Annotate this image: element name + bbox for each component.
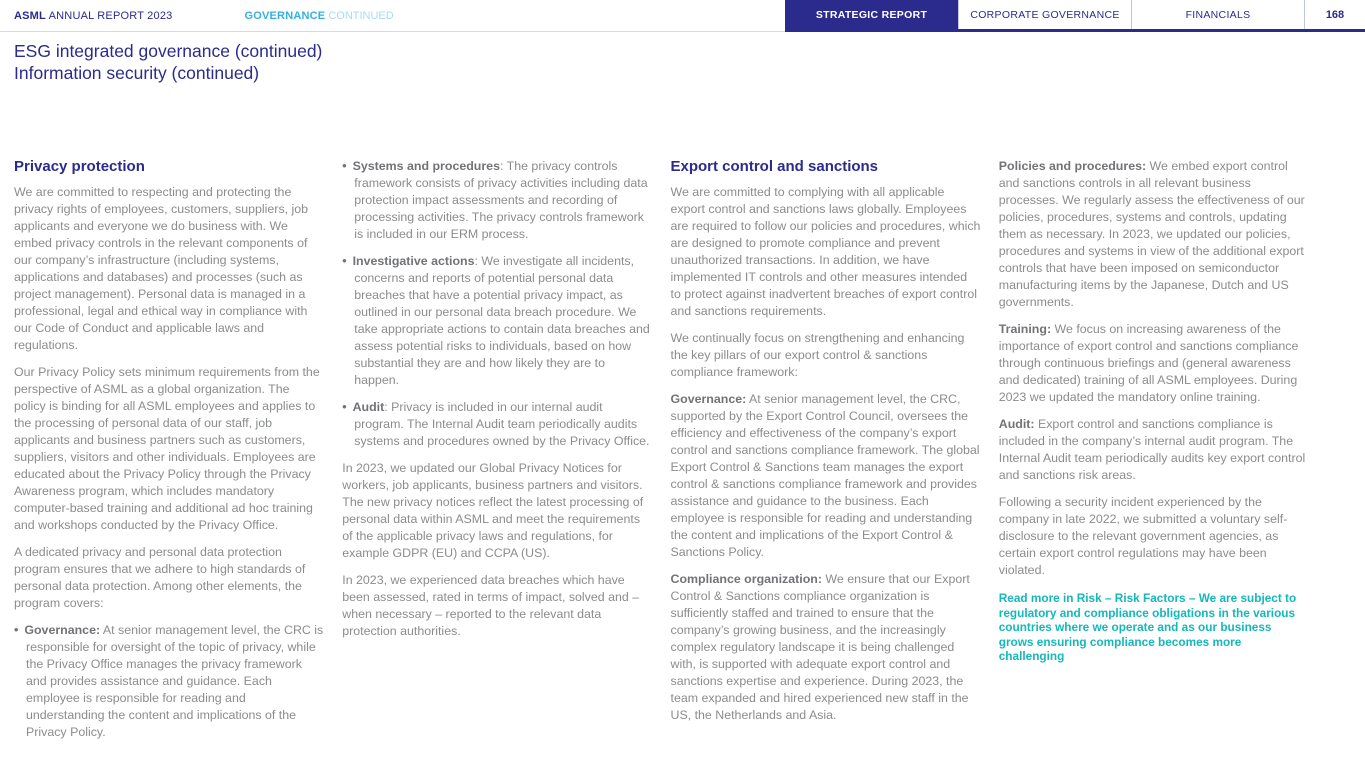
paragraph: Governance: At senior management level, the CRC, supported by the Export Control Council, oversees the efficiency and effectiveness of the company’s export control and sanctions compliance framework. The global Export Control & Sanctions team manages the export control & sanctions compliance framework and provides assistance and guidance to the business. Each employee is responsible for reading and understanding the content and implications of the Export Control & Sanctions Policy. [670, 392, 980, 559]
run-in-label: Governance: [24, 623, 101, 637]
bullet-item: • Systems and procedures: The privacy controls framework consists of privacy activities including data protection impact assessments and recording of processing activities. The privacy controls framework is included in our ERM process. [342, 158, 652, 243]
run-in-label: Audit: [998, 417, 1035, 431]
brand-report-title: ANNUAL REPORT 2023 [45, 9, 173, 22]
paragraph: We are committed to complying with all applicable export control and sanctions laws globally. Employees are required to follow our policies and procedures, which are designed to promote compliance and prevent unauthorized transactions. In addition, we have implemented IT controls and other measures intended to protect against inadvertent breaches of export control and sanctions requirements. [670, 185, 981, 318]
run-in-label: Governance: [670, 392, 747, 406]
bullet-item: • Audit: Privacy is included in our internal audit program. The Internal Audit team periodically audits systems and procedures owned by the Privacy Office. [342, 399, 652, 450]
page-title-line2: Information security (continued) [14, 63, 260, 83]
paragraph: Policies and procedures: We embed export control and sanctions controls in all relevant business processes. We regularly assess the effectiveness of our policies, procedures, systems and controls, updating them as necessary. In 2023, we updated our policies, procedures and systems in view of the additional export controls that have been imposed on semiconductor manufacturing items by the Japanese, Dutch and US governments. [998, 159, 1305, 309]
header-left [0, 0, 785, 31]
paragraph: We are committed to respecting and protecting the privacy rights of employees, customers, suppliers, job applicants and everyone we do business with. We embed privacy controls in the relevant components of our company’s infrastructure (including systems, applications and databases) and processes (such as project management). Personal data is managed in a professional, legal and ethical way in compliance with our Code of Conduct and applicable laws and regulations. [14, 185, 309, 352]
paragraph: Audit: Export control and sanctions compliance is included in the company’s internal audit program. The Internal Audit team periodically audits key export control and sanctions risk areas. [998, 417, 1306, 482]
column-1 [14, 158, 324, 751]
run-in-label: Policies and procedures: [998, 159, 1147, 173]
bullet-item: • Investigative actions: We investigate all incidents, concerns and reports of potential personal data breaches that have a potential privacy impact, as outlined in our personal data breach procedure. We take appropriate actions to contain data breaches and assess potential risks to individuals, based on how substantial they are and how likely they are to happen. [342, 253, 652, 389]
run-in-label: Audit [352, 400, 385, 414]
run-in-label: Investigative actions [352, 254, 475, 268]
column-3 [671, 158, 981, 751]
bullet-item: • Governance: At senior management level, the CRC is responsible for oversight of the topic of privacy, while the Privacy Office manages the privacy framework and provides assistance and guidance. Each employee is responsible for reading and understanding the content and implications of the Privacy Policy. [14, 622, 324, 741]
tab-corporate-governance[interactable]: CORPORATE GOVERNANCE [958, 0, 1131, 29]
column-2 [342, 158, 652, 751]
column-4 [999, 158, 1309, 751]
paragraph: In 2023, we experienced data breaches which have been assessed, rated in terms of impact, solved and – when necessary – reported to the relevant data protection authorities. [342, 573, 640, 638]
page-title [0, 32, 1365, 84]
paragraph: A dedicated privacy and personal data protection program ensures that we adhere to high standards of personal data protection. Among other elements, the program covers: [14, 545, 306, 610]
report-header [0, 0, 1365, 32]
section-heading: Export control and sanctions [670, 158, 879, 175]
run-in-label: Training: [998, 322, 1052, 336]
paragraph: We continually focus on strengthening and enhancing the key pillars of our export control & sanctions compliance framework: [670, 331, 965, 379]
read-more-link[interactable]: Read more in Risk – Risk Factors – We are subject to regulatory and compliance obligations in the various countries where we operate and as our business grows ensuring compliance becomes more challenging [998, 591, 1297, 663]
paragraph: Training: We focus on increasing awareness of the importance of export control and sanctions compliance through continuous briefings and (general awareness and dedicated) training of all ASML employees. During 2023 we updated the mandatory online training. [998, 322, 1299, 404]
page-number: 168 [1304, 0, 1365, 29]
tab-financials[interactable]: FINANCIALS [1131, 0, 1304, 29]
content-columns [0, 158, 1365, 751]
paragraph: Compliance organization: We ensure that our Export Control & Sanctions compliance organization is sufficiently staffed and trained to ensure that the company’s growing business, and the increasingly complex regulatory landscape it is being challenged with, is supported with adequate export control and sanctions expertise and experience. During 2023, the team expanded and hired experienced new staff in the US, the Netherlands and Asia. [670, 572, 970, 722]
paragraph: In 2023, we updated our Global Privacy Notices for workers, job applicants, business partners and visitors. The new privacy notices reflect the latest processing of personal data within ASML and meet the requirements of the applicable privacy laws and regulations, for example GDPR (EU) and CCPA (US). [342, 461, 644, 560]
brand-asml: ASML [14, 9, 46, 22]
section-breadcrumb [244, 10, 393, 22]
paragraph: Following a security incident experienced by the company in late 2022, we submitted a voluntary self-disclosure to the relevant government agencies, as certain export control regulations may have been violated. [998, 495, 1288, 577]
page-title-line1: ESG integrated governance (continued) [14, 41, 323, 61]
section-heading: Privacy protection [14, 158, 145, 175]
section-continued: CONTINUED [328, 9, 394, 22]
report-brand [14, 10, 172, 22]
report-nav-tabs [785, 0, 1365, 32]
run-in-label: Compliance organization: [670, 572, 822, 586]
section-name: GOVERNANCE [244, 9, 326, 22]
paragraph: Our Privacy Policy sets minimum requirements from the perspective of ASML as a global organization. The policy is binding for all ASML employees and applies to the processing of personal data of our staff, job applicants and business partners such as customers, suppliers, visitors and other individuals. Employees are educated about the Privacy Policy through the Privacy Awareness program, which includes mandatory computer-based training and additional ad hoc training and workshops conducted by the Privacy Office. [14, 365, 320, 532]
run-in-label: Systems and procedures [352, 159, 500, 173]
tab-strategic-report[interactable]: STRATEGIC REPORT [785, 0, 958, 29]
